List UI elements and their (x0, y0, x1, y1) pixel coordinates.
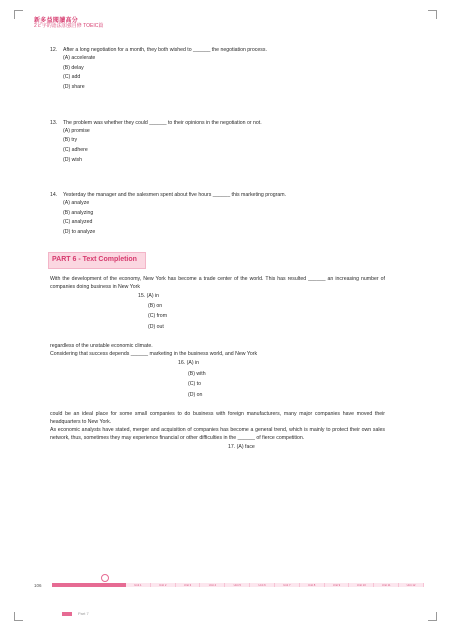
footer-unit: Unit 5 (225, 583, 250, 587)
page-number: 106 (34, 582, 42, 588)
option: (D) to analyze (63, 229, 96, 236)
crop-mark-bottom-left (14, 612, 23, 621)
passage-paragraph-2: regardless of the unstable economic climate. (50, 343, 153, 350)
option: (C) from (148, 313, 168, 320)
bottom-label: Part 7 (78, 611, 89, 616)
footer-unit: Unit 1 (126, 583, 151, 587)
option: (C) add (63, 74, 81, 81)
crop-mark-top-left (14, 10, 23, 19)
question-15-options (138, 291, 385, 333)
passage-paragraph-1: With the development of the economy, New York has become a trade center of the world. This has resulted ______ an increasing number of companies doing business in New York (50, 275, 385, 290)
footer-unit: Unit 11 (374, 583, 399, 587)
footer-unit: Unit 10 (349, 583, 374, 587)
option: (D) on (188, 391, 203, 398)
part-heading: PART 6 - Text Completion (48, 252, 146, 269)
position-marker-icon (101, 574, 109, 582)
option: (B) delay (63, 64, 84, 71)
option: (A) accelerate (63, 55, 96, 62)
footer-unit: Unit 4 (200, 583, 225, 587)
question-17-options (228, 442, 385, 452)
option: 17. (A) face (228, 444, 255, 451)
book-header (34, 18, 103, 30)
option: (A) promise (63, 127, 90, 134)
option: (B) with (188, 370, 206, 377)
book-subtitle: 2ビ字的語法加強自修 TOEIC篇 (34, 23, 104, 30)
footer-unit: Unit 3 (176, 583, 201, 587)
crop-mark-bottom-right (428, 612, 437, 621)
option: (B) try (63, 137, 78, 144)
option: 16. (A) in (178, 360, 200, 367)
footer-unit: Unit 7 (275, 583, 300, 587)
question-14 (50, 191, 385, 238)
question-number: 14. (50, 192, 58, 199)
question-number: 12. (50, 47, 58, 53)
question-13 (50, 119, 385, 166)
bottom-tab (62, 611, 89, 616)
option: (C) adhere (63, 146, 88, 153)
bottom-tag-icon (62, 612, 72, 616)
footer-bar (34, 582, 424, 588)
option: (A) analyze (63, 200, 90, 207)
question-12 (50, 46, 385, 93)
book-title: 新多益閱讀高分 (34, 18, 79, 24)
question-number: 13. (50, 119, 58, 126)
question-16-options (178, 358, 385, 400)
footer-unit: Unit 8 (300, 583, 325, 587)
passage-paragraph-3: Considering that success depends ______ marketing in the business world, and New York (50, 351, 258, 358)
page-content (50, 46, 385, 453)
footer-unit: Unit 6 (250, 583, 275, 587)
option: (D) out (148, 323, 164, 330)
option: (C) analyzed (63, 219, 93, 226)
footer-units (126, 583, 424, 587)
footer-unit: Unit 2 (151, 583, 176, 587)
option: (B) on (148, 303, 163, 310)
footer-highlight (52, 583, 126, 587)
option: (C) to (188, 381, 201, 388)
footer-unit: Unit 12 (399, 583, 424, 587)
option: (B) analyzing (63, 209, 94, 216)
question-stem: After a long negotiation for a month, they both wished to ______ the negotiation process. (63, 47, 267, 53)
option: 15. (A) in (138, 292, 160, 299)
option: (D) share (63, 83, 85, 90)
question-stem: Yesterday the manager and the salesmen spent about five hours ______ this marketing program. (63, 192, 287, 199)
footer-unit: Unit 9 (325, 583, 350, 587)
passage-paragraph-5: As economic analysts have stated, merger and acquisition of companies has become a general trend, which is mainly to protect their own sales network, thus, sometimes they may experience financial or other difficulties in the ______ of fierce competition. (50, 427, 385, 442)
question-stem: The problem was whether they could ______ to their opinions in the negotiation or not. (63, 119, 262, 126)
crop-mark-top-right (428, 10, 437, 19)
option: (D) wish (63, 156, 83, 163)
passage-paragraph-4: could be an ideal place for some small companies to do business with foreign manufacturers, many major companies have moved their headquarters to New York. (50, 411, 385, 426)
